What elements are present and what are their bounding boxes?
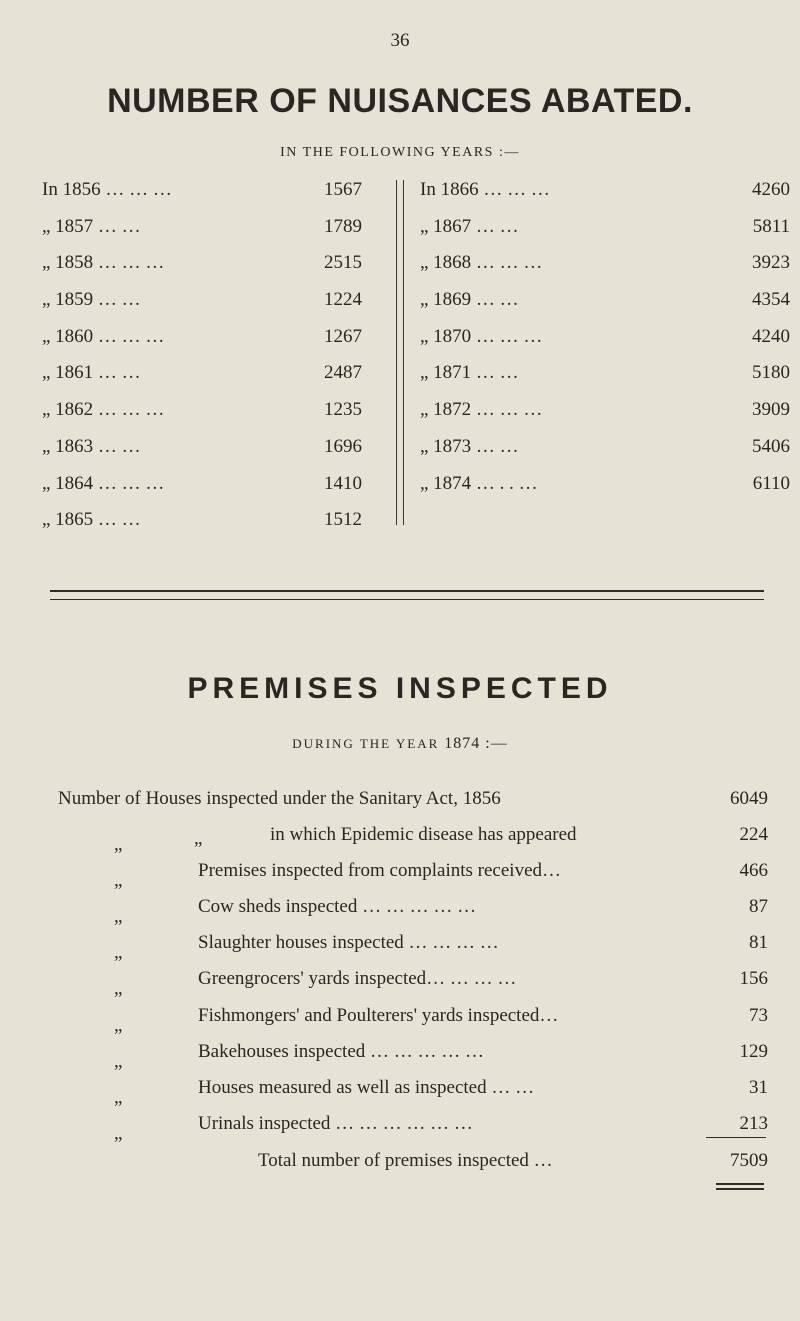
- year-value: 2487: [324, 362, 362, 384]
- premises-row: [58, 890, 768, 926]
- nuisances-left-column: [42, 172, 372, 539]
- ditto-mark: „: [114, 1122, 123, 1144]
- year-value: 5406: [752, 435, 790, 457]
- year-label: „ 1864 … … …: [42, 472, 165, 494]
- nuisance-row: [420, 466, 790, 503]
- nuisance-row: [420, 172, 790, 209]
- year-value: 1410: [324, 472, 362, 494]
- double-rule-bottom: [716, 1188, 764, 1190]
- year-value: 5811: [752, 215, 790, 237]
- premises-value: 129: [739, 1040, 768, 1062]
- double-rule-top: [716, 1183, 764, 1185]
- premises-value: 213: [739, 1112, 768, 1134]
- nuisance-row: [42, 502, 372, 539]
- year-label: „ 1871 … …: [420, 362, 519, 384]
- premises-value: 224: [739, 824, 768, 846]
- premises-label: Slaughter houses inspected … … … …: [198, 932, 499, 954]
- year-value: 2515: [324, 252, 362, 274]
- year-value: 4260: [752, 179, 790, 200]
- year-label: „ 1859 … …: [42, 289, 141, 311]
- ditto-mark: „: [114, 978, 123, 1000]
- nuisance-row: [420, 319, 790, 356]
- year-value: 4354: [752, 289, 790, 311]
- year-label: „ 1869 … …: [420, 289, 519, 311]
- nuisance-row: [420, 209, 790, 246]
- premises-title: PREMISES INSPECTED: [187, 672, 613, 705]
- nuisance-row: [42, 282, 372, 319]
- year-label: „ 1863 … …: [42, 435, 141, 457]
- premises-row: [58, 926, 768, 962]
- nuisance-row: [420, 355, 790, 392]
- year-value: 3923: [752, 252, 790, 274]
- year-label: „ 1857 … …: [42, 215, 141, 237]
- premises-value: 6049: [730, 788, 768, 809]
- ditto-mark: „: [114, 1086, 123, 1108]
- nuisances-right-column: [420, 172, 790, 502]
- year-value: 1696: [324, 435, 362, 457]
- premises-label: Bakehouses inspected … … … … …: [198, 1040, 485, 1062]
- nuisance-row: [42, 355, 372, 392]
- year-label: In 1856 … … …: [42, 179, 172, 200]
- ditto-mark: „: [114, 834, 123, 856]
- total-label: Total number of premises inspected …: [258, 1150, 553, 1171]
- ditto-mark: „: [194, 828, 203, 850]
- nuisances-subtitle: IN THE FOLLOWING YEARS :—: [280, 145, 520, 160]
- premises-row: [58, 1107, 768, 1143]
- section-rule-thin: [50, 599, 764, 600]
- year-label: „ 1872 … … …: [420, 399, 543, 421]
- premises-row: [58, 782, 768, 818]
- year-value: 1267: [324, 325, 362, 347]
- year-value: 6110: [752, 472, 790, 494]
- premises-row: [58, 818, 768, 854]
- subtitle-prefix: DURING THE YEAR: [292, 736, 440, 751]
- premises-row: [58, 999, 768, 1035]
- premises-value: 81: [749, 932, 768, 954]
- page-number: 36: [390, 30, 410, 51]
- premises-label: Urinals inspected … … … … … …: [198, 1112, 473, 1134]
- nuisance-row: [42, 429, 372, 466]
- premises-label: Number of Houses inspected under the Sanitary Act, 1856: [58, 788, 501, 809]
- nuisance-row: [42, 319, 372, 356]
- ditto-mark: „: [114, 942, 123, 964]
- premises-value: 73: [749, 1004, 768, 1026]
- premises-value: 466: [739, 860, 768, 882]
- premises-row: [58, 1071, 768, 1107]
- premises-label: Houses measured as well as inspected … …: [198, 1076, 535, 1098]
- nuisance-row: [420, 282, 790, 319]
- nuisance-row: [42, 392, 372, 429]
- year-value: 5180: [752, 362, 790, 384]
- ditto-mark: „: [114, 906, 123, 928]
- year-value: 3909: [752, 399, 790, 421]
- total-row: [258, 1150, 768, 1172]
- sum-rule: [706, 1137, 766, 1138]
- nuisance-row: [42, 172, 372, 209]
- total-value: 7509: [730, 1150, 768, 1171]
- premises-row: [58, 962, 768, 998]
- ditto-mark: „: [114, 1014, 123, 1036]
- premises-value: 156: [739, 968, 768, 990]
- year-value: 4240: [752, 325, 790, 347]
- nuisance-row: [420, 392, 790, 429]
- year-label: „ 1867 … …: [420, 215, 519, 237]
- nuisance-row: [420, 245, 790, 282]
- nuisance-row: [420, 429, 790, 466]
- premises-label: in which Epidemic disease has appeared: [270, 824, 577, 846]
- nuisance-row: [42, 245, 372, 282]
- ditto-mark: „: [114, 1050, 123, 1072]
- premises-row: [58, 854, 768, 890]
- subtitle-year: 1874 :—: [444, 735, 508, 752]
- premises-row: [58, 1035, 768, 1071]
- year-value: 1567: [324, 179, 362, 200]
- year-label: „ 1868 … … …: [420, 252, 543, 274]
- ditto-mark: „: [114, 870, 123, 892]
- year-label: „ 1858 … … …: [42, 252, 165, 274]
- nuisance-row: [42, 466, 372, 503]
- premises-label: Premises inspected from complaints received…: [198, 860, 562, 882]
- year-label: „ 1860 … … …: [42, 325, 165, 347]
- year-label: „ 1870 … … …: [420, 325, 543, 347]
- premises-subtitle: [0, 735, 800, 753]
- year-value: 1235: [324, 399, 362, 421]
- year-label: In 1866 … … …: [420, 179, 550, 200]
- year-value: 1224: [324, 289, 362, 311]
- nuisances-title: NUMBER OF NUISANCES ABATED.: [107, 82, 693, 120]
- year-label: „ 1873 … …: [420, 435, 519, 457]
- premises-value: 31: [749, 1076, 768, 1098]
- premises-label: Cow sheds inspected … … … … …: [198, 896, 477, 918]
- section-rule-thick: [50, 590, 764, 592]
- nuisance-row: [42, 209, 372, 246]
- year-label: „ 1865 … …: [42, 509, 141, 531]
- year-value: 1789: [324, 215, 362, 237]
- year-label: „ 1862 … … …: [42, 399, 165, 421]
- premises-list: [58, 782, 768, 1143]
- year-label: „ 1861 … …: [42, 362, 141, 384]
- premises-label: Fishmongers' and Poulterers' yards inspected…: [198, 1004, 559, 1026]
- column-separator: [396, 180, 404, 525]
- year-value: 1512: [324, 509, 362, 531]
- premises-label: Greengrocers' yards inspected… … … …: [198, 968, 517, 990]
- premises-value: 87: [749, 896, 768, 918]
- year-label: „ 1874 … . . …: [420, 472, 538, 494]
